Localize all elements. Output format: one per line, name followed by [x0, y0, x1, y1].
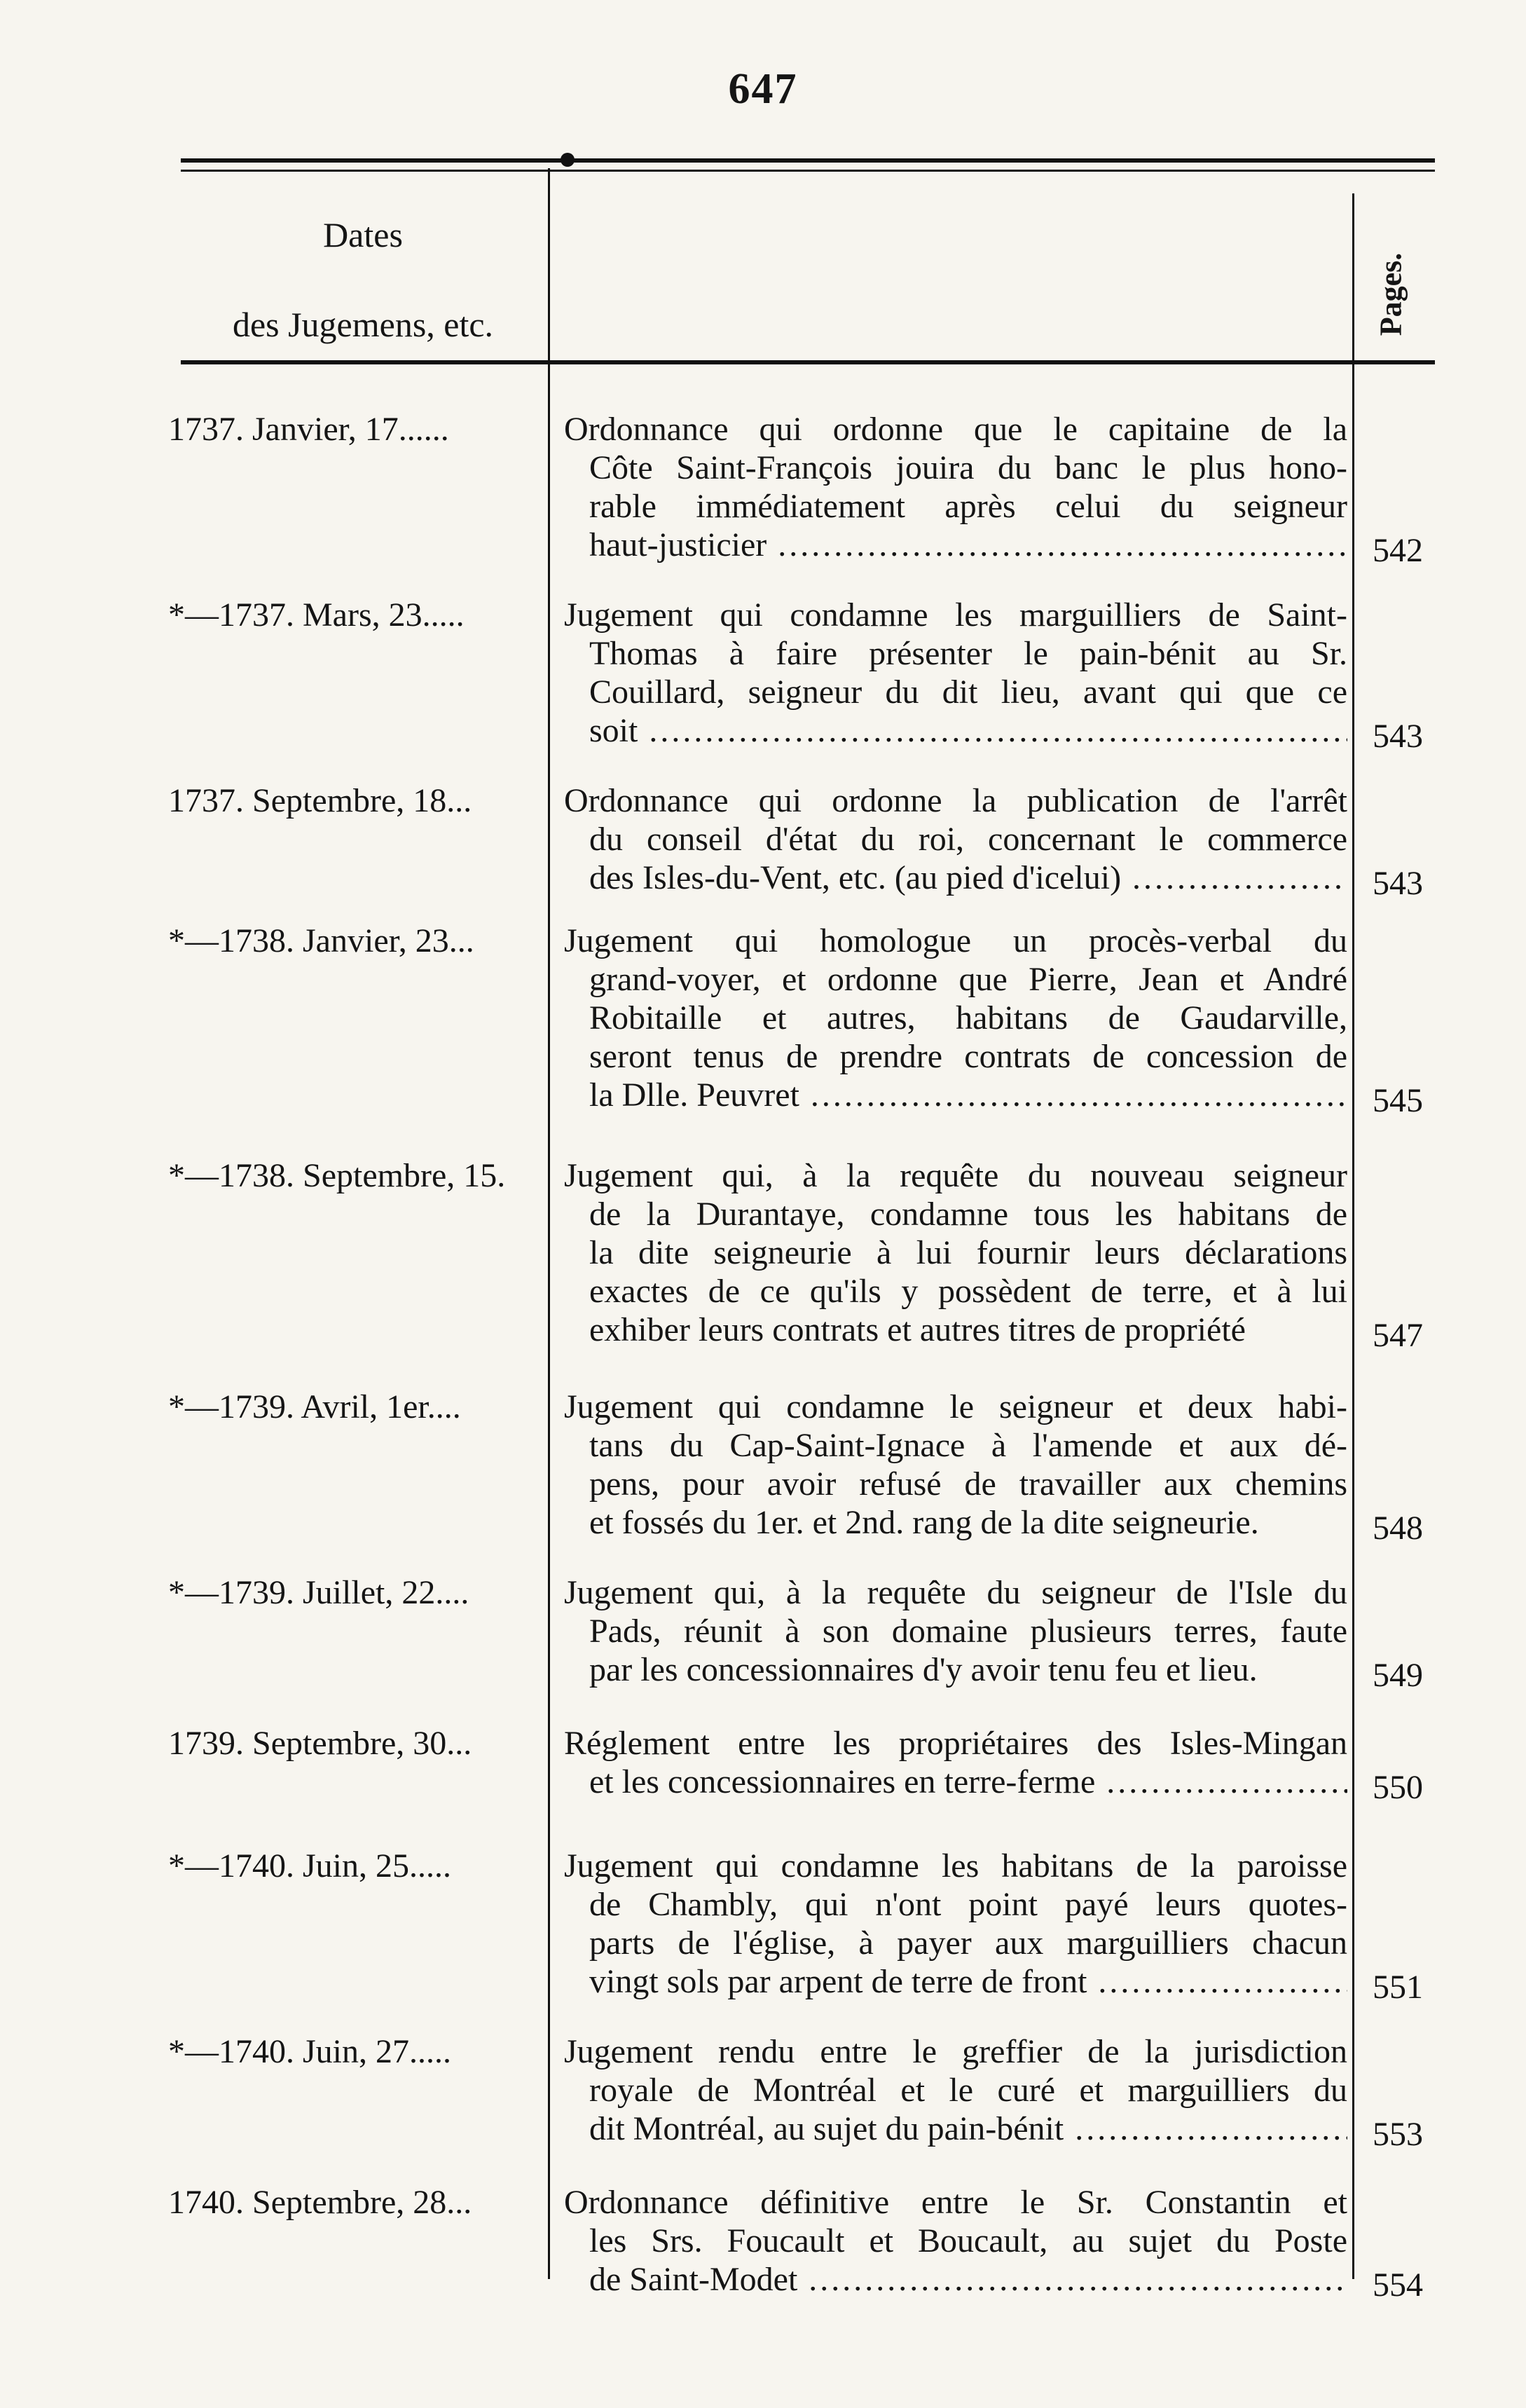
entry-description-line: Côte Saint-François jouira du banc le plus hono- — [589, 449, 1347, 486]
dates-column-header — [181, 210, 545, 349]
column-divider-right — [1352, 193, 1354, 2279]
entry-description — [564, 2032, 1347, 2148]
entry-page-number: 550 — [1373, 1769, 1423, 1806]
entry-description-line: Jugement qui homologue un procès-verbal du — [564, 922, 1347, 959]
entry-date: 1740. Septembre, 28... — [168, 2184, 472, 2221]
entry-description-line: Jugement rendu entre le greffier de la jurisdiction — [564, 2033, 1347, 2070]
dates-header-line1: Dates — [323, 215, 403, 254]
entry-page-number: 549 — [1373, 1657, 1423, 1694]
entry-description-line: la Dlle. Peuvret ..... — [564, 1076, 1347, 1114]
entry-description — [564, 922, 1347, 1114]
entry-description — [564, 410, 1347, 564]
entry-date: *—1739. Juillet, 22.... — [168, 1574, 469, 1611]
dates-header-line2: des Jugemens, etc. — [232, 305, 494, 344]
entry-description-line: des Isles-du-Vent, etc. (au pied d'icelui) ..... — [564, 858, 1347, 897]
entry-description-line: tans du Cap-Saint-Ignace à l'amende et aux dé- — [589, 1427, 1347, 1464]
entry-description-line: vingt sols par arpent de terre de front ..... — [564, 1962, 1347, 2001]
entry-date: 1739. Septembre, 30... — [168, 1725, 472, 1762]
entry-date: 1737. Septembre, 18... — [168, 782, 472, 819]
entry-description — [564, 1573, 1347, 1689]
entry-description — [564, 2183, 1347, 2299]
entry-date: *—1737. Mars, 23..... — [168, 596, 465, 634]
entry-date: *—1739. Avril, 1er.... — [168, 1388, 461, 1425]
header-rule — [181, 360, 1435, 364]
entry-description-line: rable immédiatement après celui du seigneur — [589, 488, 1347, 525]
entry-description-line: Pads, réunit à son domaine plusieurs terres, faute — [589, 1613, 1347, 1650]
entry-page-number: 551 — [1373, 1969, 1423, 2006]
entry-description — [564, 1847, 1347, 2001]
entry-description-line: de Chambly, qui n'ont point payé leurs quotes- — [589, 1886, 1347, 1923]
entry-date: *—1740. Juin, 25..... — [168, 1847, 452, 1884]
entry-description-line: Réglement entre les propriétaires des Isles-Mingan — [564, 1725, 1347, 1762]
entry-description-line: seront tenus de prendre contrats de concession de — [589, 1038, 1347, 1075]
entry-description-line: Jugement qui condamne le seigneur et deux habi- — [564, 1388, 1347, 1425]
entry-page-number: 542 — [1373, 532, 1423, 569]
entry-description-line: haut-justicier ..... — [564, 526, 1347, 564]
entry-description-line: Couillard, seigneur du dit lieu, avant qui que ce — [589, 673, 1347, 711]
entry-description-line: grand-voyer, et ordonne que Pierre, Jean et André — [589, 961, 1347, 998]
entry-description-line: les Srs. Foucault et Boucault, au sujet du Poste — [589, 2222, 1347, 2259]
entry-date: *—1738. Septembre, 15. — [168, 1157, 506, 1194]
entry-page-number: 553 — [1373, 2116, 1423, 2153]
entry-description-line: royale de Montréal et le curé et marguilliers du — [589, 2072, 1347, 2109]
entry-description-line: Ordonnance définitive entre le Sr. Constantin et — [564, 2184, 1347, 2221]
entry-description-line: Jugement qui, à la requête du seigneur de l'Isle du — [564, 1574, 1347, 1611]
rule-ornament — [561, 153, 575, 167]
pages-column-header — [1359, 238, 1422, 350]
entry-description — [564, 1724, 1347, 1801]
entry-description-line: de Saint-Modet ..... — [564, 2260, 1347, 2299]
entry-page-number: 543 — [1373, 718, 1423, 755]
entry-description-line: parts de l'église, à payer aux marguilliers chacun — [589, 1924, 1347, 1962]
entry-page-number: 543 — [1373, 865, 1423, 902]
entry-description-line: exactes de ce qu'ils y possèdent de terre, et à lui — [589, 1273, 1347, 1310]
entry-page-number: 554 — [1373, 2266, 1423, 2304]
entry-date: *—1740. Juin, 27..... — [168, 2033, 452, 2070]
entry-description-line: Thomas à faire présenter le pain-bénit au Sr. — [589, 635, 1347, 672]
entry-description-line: exhiber leurs contrats et autres titres de propriété — [589, 1311, 1246, 1348]
entry-description — [564, 1388, 1347, 1542]
entry-description-line: par les concessionnaires d'y avoir tenu feu et lieu. — [589, 1651, 1258, 1688]
entry-date: 1737. Janvier, 17...... — [168, 411, 449, 448]
entry-page-number: 545 — [1373, 1082, 1423, 1119]
entry-description-line: Ordonnance qui ordonne que le capitaine de la — [564, 411, 1347, 448]
entry-description-line: Robitaille et autres, habitans de Gaudarville, — [589, 999, 1347, 1037]
entry-description-line: et les concessionnaires en terre-ferme ..... — [564, 1763, 1347, 1801]
entry-description-line: du conseil d'état du roi, concernant le commerce — [589, 821, 1347, 858]
pages-header-label: Pages. — [1373, 252, 1408, 336]
entry-description-line: dit Montréal, au sujet du pain-bénit ..... — [564, 2109, 1347, 2148]
entry-date: *—1738. Janvier, 23... — [168, 922, 474, 959]
entry-description-line: Jugement qui condamne les habitans de la paroisse — [564, 1847, 1347, 1884]
entry-description-line: Jugement qui condamne les marguilliers de Saint- — [564, 596, 1347, 634]
entry-description — [564, 781, 1347, 897]
entry-description — [564, 596, 1347, 750]
entry-description-line: la dite seigneurie à lui fournir leurs déclarations — [589, 1234, 1347, 1271]
page-number: 647 — [728, 65, 798, 113]
column-divider-left — [548, 168, 550, 2279]
entry-page-number: 547 — [1373, 1317, 1423, 1354]
top-double-rule — [181, 158, 1435, 172]
entry-description — [564, 1156, 1347, 1349]
entry-description-line: Jugement qui, à la requête du nouveau seigneur — [564, 1157, 1347, 1194]
entry-description-line: de la Durantaye, condamne tous les habitans de — [589, 1196, 1347, 1233]
entry-description-line: pens, pour avoir refusé de travailler aux chemins — [589, 1465, 1347, 1503]
entry-description-line: soit ..... — [564, 711, 1347, 750]
entry-page-number: 548 — [1373, 1510, 1423, 1547]
entry-description-line: et fossés du 1er. et 2nd. rang de la dite seigneurie. — [589, 1504, 1259, 1541]
entry-description-line: Ordonnance qui ordonne la publication de l'arrêt — [564, 782, 1347, 819]
